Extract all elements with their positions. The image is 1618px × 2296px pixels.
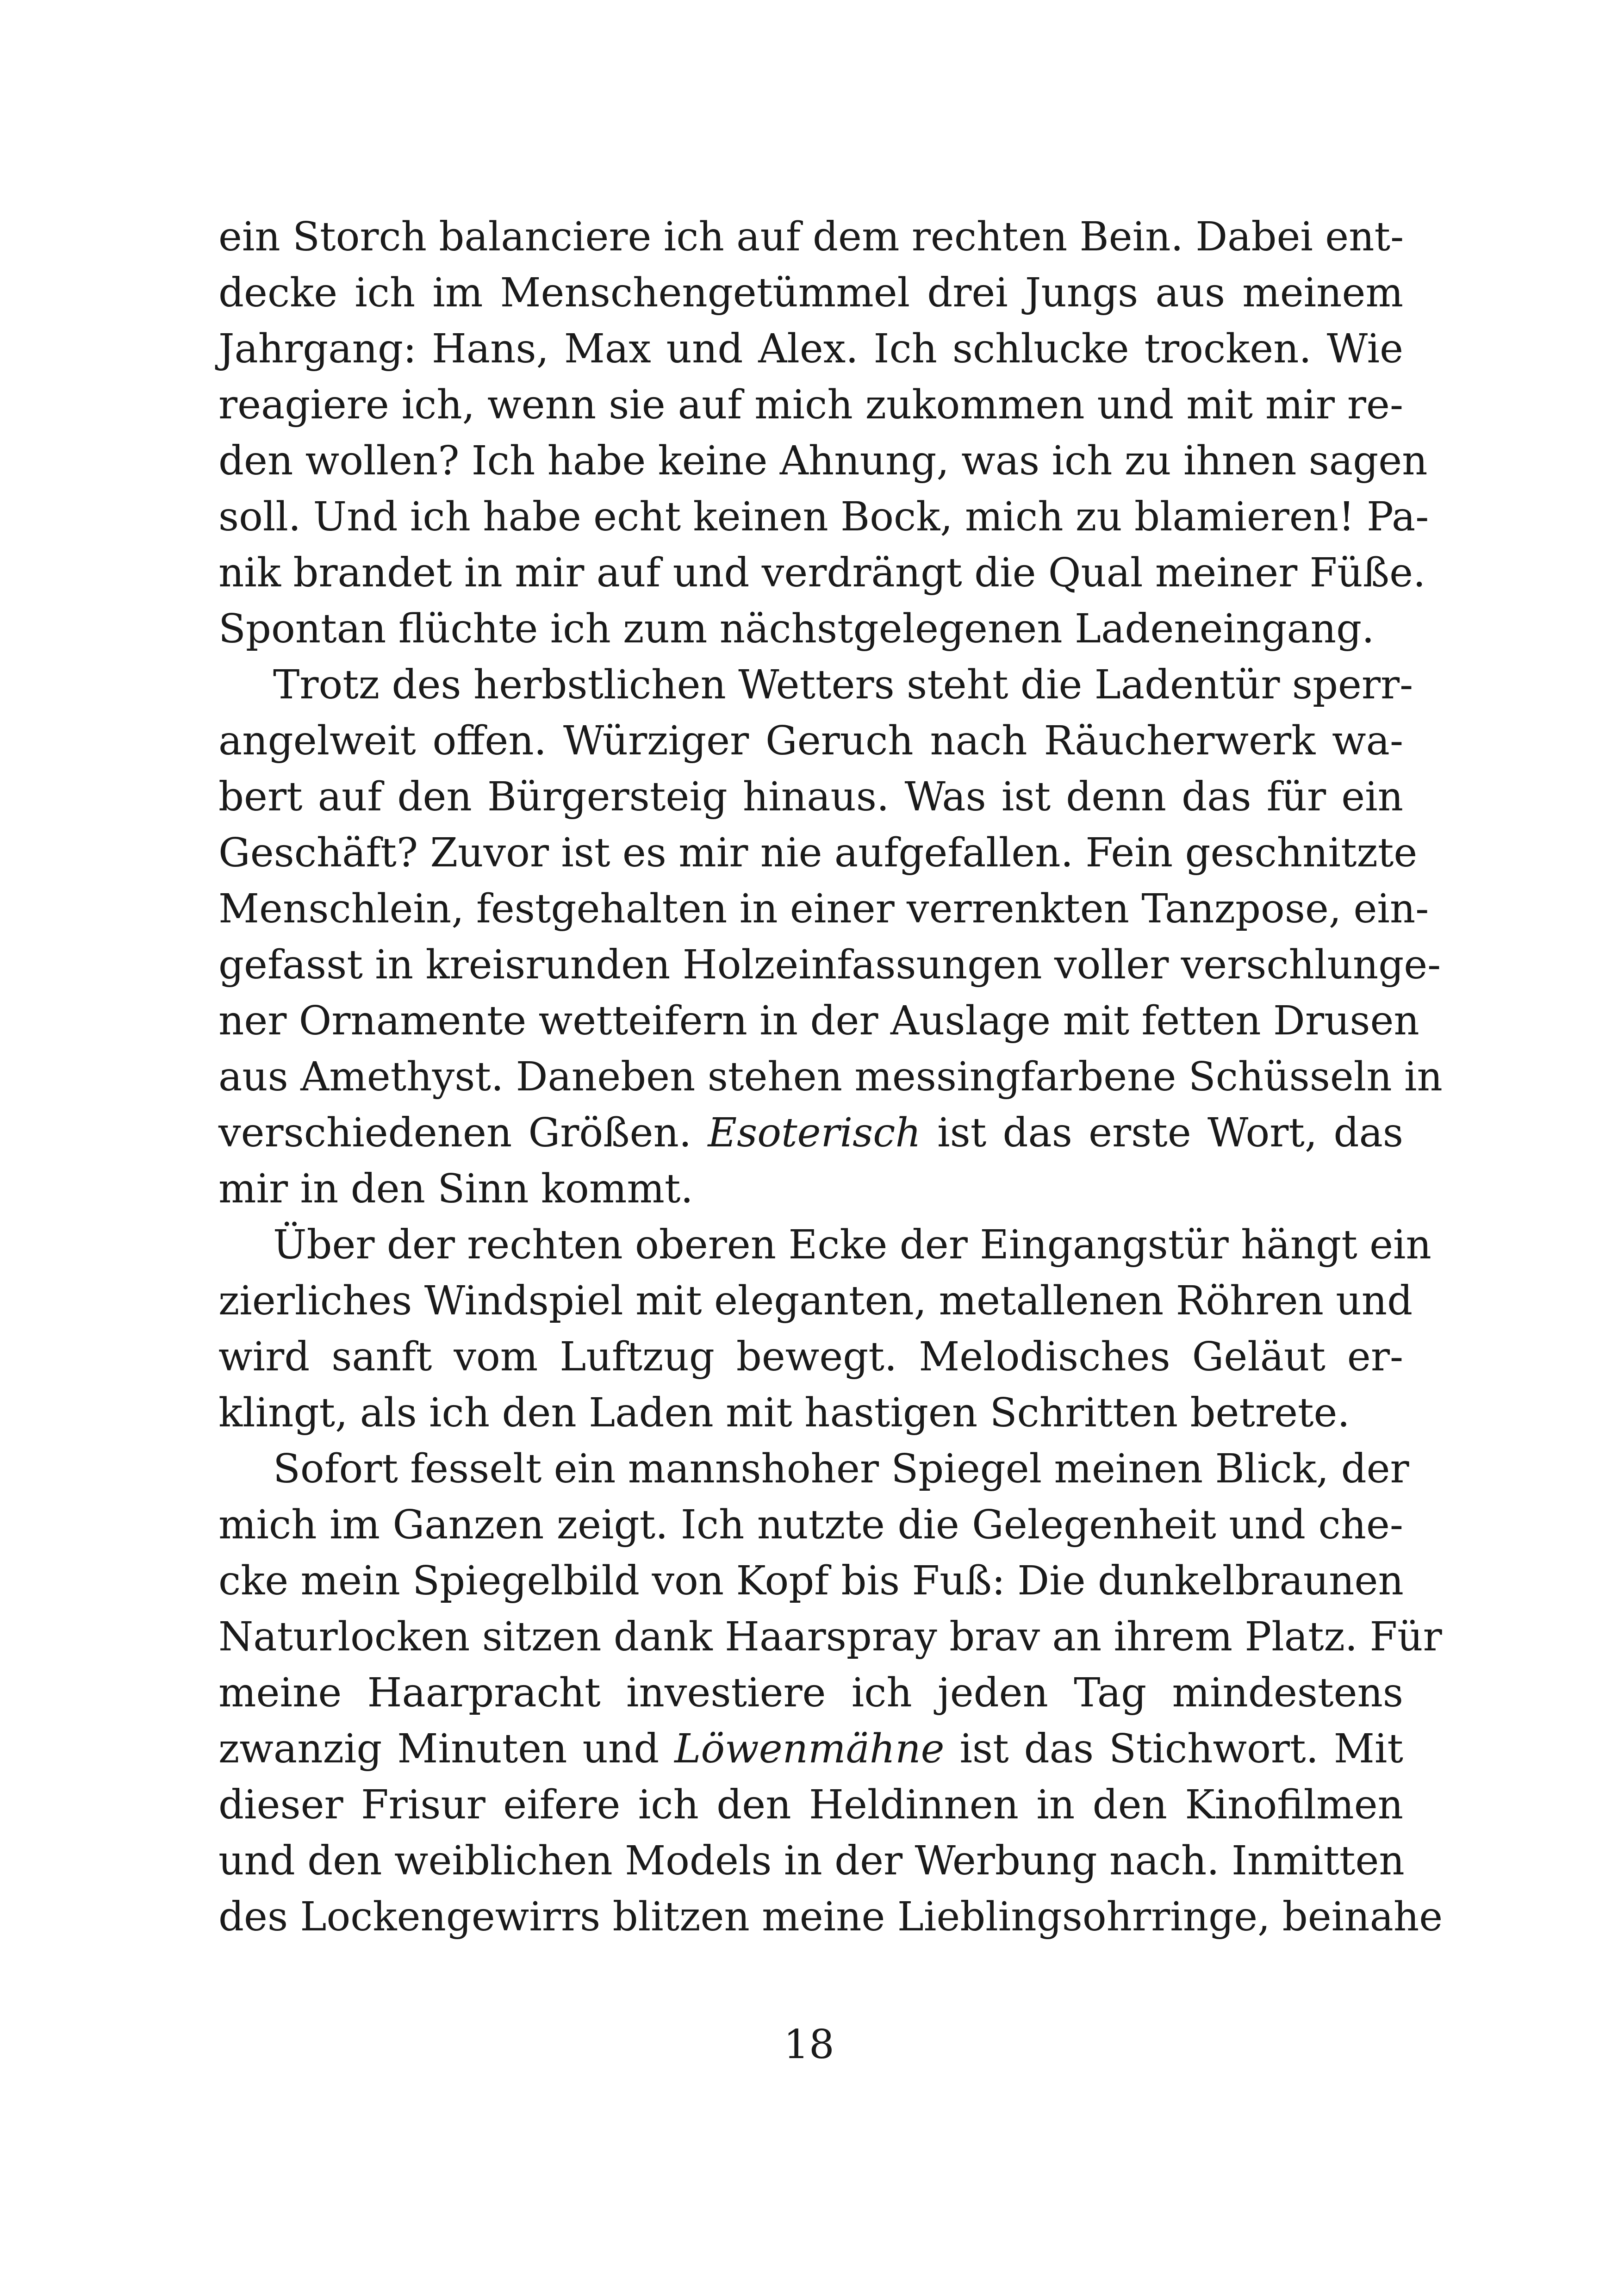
text-line — [218, 1105, 1403, 1161]
text-line: gefasst in kreisrunden Holzeinfassungen voller verschlunge- — [218, 942, 1441, 988]
paragraph — [218, 1441, 1443, 1945]
text-line: Über der rechten oberen Ecke der Eingangstür hängt ein — [273, 1222, 1431, 1268]
emphasized-word: Löwenmähne — [674, 1726, 945, 1772]
text-line: reagiere ich, wenn sie auf mich zukommen und mit mir re- — [218, 382, 1403, 428]
text-segment: verschiedenen Größen. — [218, 1110, 708, 1156]
text-line: ner Ornamente wetteifern in der Auslage mit fetten Drusen — [218, 998, 1419, 1044]
text-line: wird sanft vom Luftzug bewegt. Melodisches Geläut er- — [218, 1334, 1403, 1380]
text-line: aus Amethyst. Daneben stehen messingfarbene Schüsseln in — [218, 1054, 1443, 1100]
text-line: cke mein Spiegelbild von Kopf bis Fuß: Die dunkelbraunen — [218, 1558, 1404, 1604]
text-line: meine Haarpracht investiere ich jeden Tag mindestens — [218, 1670, 1403, 1716]
text-line: angelweit offen. Würziger Geruch nach Räucherwerk wa- — [218, 718, 1403, 764]
text-line — [218, 1721, 1403, 1777]
paragraph — [218, 1217, 1431, 1441]
text-line: Geschäft? Zuvor ist es mir nie aufgefallen. Fein geschnitzte — [218, 830, 1418, 876]
text-line: mich im Ganzen zeigt. Ich nutzte die Gelegenheit und che- — [218, 1502, 1403, 1548]
text-line: Menschlein, festgehalten in einer verrenkten Tanzpose, ein- — [218, 886, 1429, 932]
text-line: Spontan flüchte ich zum nächstgelegenen Ladeneingang. — [218, 606, 1375, 652]
text-line: Naturlocken sitzen dank Haarspray brav an ihrem Platz. Für — [218, 1614, 1442, 1660]
text-line: bert auf den Bürgersteig hinaus. Was ist denn das für ein — [218, 774, 1403, 820]
text-segment: ist das Stichwort. Mit — [944, 1726, 1403, 1772]
text-line: klingt, als ich den Laden mit hastigen Schritten betrete. — [218, 1390, 1350, 1436]
text-line: Sofort fesselt ein mannshoher Spiegel meinen Blick, der — [273, 1446, 1409, 1492]
text-line: den wollen? Ich habe keine Ahnung, was ich zu ihnen sagen — [218, 438, 1428, 484]
text-line: dieser Frisur eifere ich den Heldinnen in den Kinofilmen — [218, 1782, 1403, 1828]
text-line: ein Storch balanciere ich auf dem rechten Bein. Dabei ent- — [218, 214, 1404, 260]
text-line: mir in den Sinn kommt. — [218, 1166, 693, 1212]
text-segment: ist das erste Wort, das — [921, 1110, 1403, 1156]
paragraph — [218, 209, 1429, 657]
text-line: zierliches Windspiel mit eleganten, metallenen Röhren und — [218, 1278, 1413, 1324]
page-number: 18 — [784, 2022, 834, 2068]
text-line: soll. Und ich habe echt keinen Bock, mich zu blamieren! Pa- — [218, 494, 1429, 540]
text-line: Trotz des herbstlichen Wetters steht die Ladentür sperr- — [273, 662, 1413, 708]
text-segment: zwanzig Minuten und — [218, 1726, 675, 1772]
emphasized-word: Esoterisch — [708, 1110, 921, 1156]
paragraph — [218, 657, 1443, 1217]
body-text — [218, 209, 1443, 1945]
text-line: nik brandet in mir auf und verdrängt die Qual meiner Füße. — [218, 550, 1426, 596]
text-line: des Lockengewirrs blitzen meine Lieblingsohrringe, beinahe — [218, 1894, 1443, 1940]
text-line: Jahrgang: Hans, Max und Alex. Ich schlucke trocken. Wie — [218, 326, 1403, 372]
text-line: und den weiblichen Models in der Werbung nach. Inmitten — [218, 1838, 1405, 1884]
text-line: decke ich im Menschengetümmel drei Jungs aus meinem — [218, 270, 1403, 316]
